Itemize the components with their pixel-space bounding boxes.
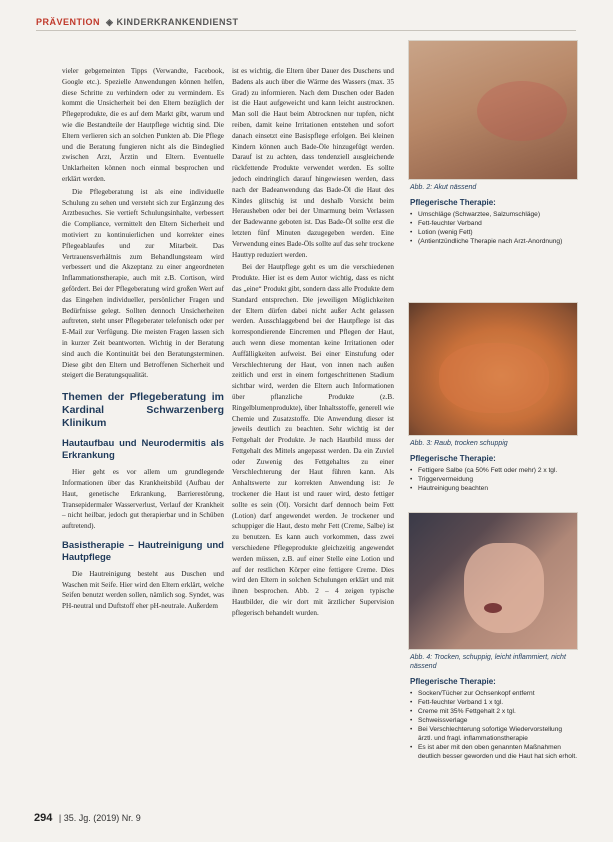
skin-photo-foot: [408, 512, 578, 650]
skin-photo-acute: [408, 40, 578, 180]
therapy-item: • Creme mit 35% Fettgehalt 2 x tgl.: [410, 707, 578, 716]
skin-photo-dry-scaly: [408, 302, 578, 436]
therapy-list: [408, 466, 578, 493]
section-heading: Themen der Pflegeberatung im Kardinal Schwarzenberg Klinikum: [62, 391, 224, 430]
text-column-2: [232, 66, 394, 621]
therapy-title: Pflegerische Therapie:: [410, 198, 496, 207]
figure-caption: Abb. 3: Raub, trocken schuppig: [410, 440, 508, 447]
header-subsection: ◈ KINDERKRANKENDIENST: [103, 17, 239, 27]
subheading-hautaufbau: Hautaufbau und Neurodermitis als Erkrankung: [62, 438, 224, 462]
therapy-item: • Bei Verschlechterung sofortige Wiedervorstellung ärztl. und fragl. inflammationstherapie: [410, 725, 578, 743]
body-paragraph: ist es wichtig, die Eltern über Dauer des Duschens und Badens als auch über die Wärme des Wassers (max. 35 Grad) zu informieren. Nach dem Duschen oder Baden ist die Haut aufgeweicht und kann leicht austrocknen. Man soll die Haut beim Abtrocknen nur tupfen, nicht reiben, damit keine Irritationen entstehen und sofort danach einsetzt eine Basispflege erfolgen. Bei kleinen Kindern können auch Bade-Öle hinzugefügt werden. Darauf ist zu achten, dass tendenziell ausgleichende rückfettende Produkte verwendet werden. Es sollte jedoch eindringlich darauf hingewiesen werden, dass nach der Badeanwendung das Bade-Öl die Haut des Kindes glitschig ist und deshalb Vorsicht beim Herausheben oder bei der Umarmung beim Verlassen der Badewanne geboten ist. Das Bade-Öl sollte erst die letzten fünf Minuten dazugegeben werden. Eine Verwendung eines Bade-Öls sollte auf das sehr trockene Hauttyp reduziert werden.: [232, 67, 394, 259]
running-header: [36, 17, 238, 28]
therapy-item: • Schweissverlage: [410, 716, 578, 725]
page-footer: [34, 812, 141, 824]
therapy-item: • Socken/Tücher zur Ochsenkopf entfernt: [410, 689, 578, 698]
page-number: 294: [34, 812, 53, 824]
header-divider: [36, 30, 576, 31]
therapy-item: • Triggervermeidung: [410, 475, 578, 484]
therapy-list: [408, 689, 578, 761]
therapy-item: • Fett-feuchter Verband 1 x tgl.: [410, 698, 578, 707]
body-paragraph: Die Pflegeberatung ist als eine individuelle Schulung zu sehen und versteht sich zur Ergänzung des Arztbesuches. Sie vertieft Schulungsinhalte, verbessert die Compliance, vermittelt den Eltern Sicherheit und motiviert zu kontinuierlichen und korrekter eines Pflegeablaufes und zur Mitarbeit. Das Vertrauensverhältnis zum Behandlungsteam wird verbessert und die Akzeptanz zu einer angeordneten Inflammationstherapie, auch mit z.B. Cortison, wird gefördert. Bei der Pflegeberatung wird großen Wert auf das Eingehen individueller, persönlicher Fragen und Bedürfnisse gelegt. Sollten dennoch Unsicherheiten auftreten, steht unser Pflegeberater telefonisch oder per E-Mail zur Verfügung. Die meisten Fragen lassen sich in kurzer Zeit beantworten. Wichtig in der Beratung sind auch die Kontinuität bei den Beratungsterminen. Diese gibt den Eltern und Betroffenen Sicherheit und steigert die Beratungsqualität.: [62, 187, 224, 380]
body-paragraph: Bei der Hautpflege geht es um die verschiedenen Produkte. Hier ist es dem Autor wichtig, dass es nicht das „eine“ Produkt gibt, sondern dass alle Produkte dem Standard entsprechen. Die jeweiligen Möglichkeiten der Eltern dürfen dabei nicht außer Acht gelassen werden. Ausschlaggebend bei der Hautpflege ist das korrespondierende Eincremen und Pflegen der Haut, auch wenn diese momentan keine Irritationen oder Auffälligkeiten aufweist. Bei einer Einstufung oder Verschlechterung der Haut, von innen nach außen zeitlich und erst in einem fortgeschrittenen Stadium sichtbar wird, werden die Eltern auch Informationen über pflanzliche Produkte (z.B. Ringelblumenprodukte), über Inhaltsstoffe, generell wie Chemie und Zusatzstoffe. Die Anwendung dieser ist jeweils deutlich zu beachten. Sehr wichtig ist der Fettgehalt der Produkte. Je nach Hautbild muss der Fettgehalt des Mittels angepasst werden. Da ein Zuviel oder Zuwenig des Fettgehaltes zu einer Verschlechterung der Haut führen kann. Als Anhaltswerte zur korrekten Anwendung ist: Je trockener die Haut ist und rauer wird, desto fettiger sollte es sein (Öl). Vorsicht darf dennoch beim Fett (Lotion) darf angewendet werden. Je trockener und schuppiger die Haut, desto mehr Fett (Creme, Salbe) ist zu benutzen. Es kann auch vorkommen, dass zwei verschiedene Pflegeprodukte gleichzeitig angewendet werden müssen, z.B. auf einer Stelle eine Lotion und auf der restlichen Körper eine fettigere Creme. Dies wird den Eltern in solchen Schulungen erklärt und mit ihnen besprochen. Abb. 2 – 4 zeigen typische Hautbilder, die wir dort mit ärztlicher Supervision pflegerisch behandelt wurden.: [232, 263, 394, 617]
figure-block-2: [408, 302, 578, 493]
body-paragraph: vieler gebgemeinten Tipps (Verwandte, Facebook, Google etc.). Spezielle Anwendungen können helfen, diese Schritte zu verhindern oder zu vermindern. Es kommt die Unsicherheit bei den Eltern bezüglich der Pflegeprodukte, die es auf dem Markt gibt, warum und wie die Bestandteile der Hautpflege wichtig sind. Die Eltern verlieren sich an solchen Punkten ab. Die Pflege und die Beratung fungieren nicht als die Bindeglied zwischen Arzt, Ärztin und Eltern. Eventuelle Unklarheiten können noch einmal besprochen und erklärt werden.: [62, 67, 224, 183]
issue-info: | 35. Jg. (2019) Nr. 9: [58, 813, 141, 823]
figure-caption: Abb. 4: Trocken, schuppig, leicht inflammiert, nicht nässend: [410, 654, 566, 670]
body-paragraph: Die Hautreinigung besteht aus Duschen und Waschen mit Seife. Hier wird den Eltern erklärt, welche Seifen benutzt werden sollen, nämlich sog. Syndet, was PH-neutral und Duftstoff eher pH-neutrale. Außerdem: [62, 569, 224, 611]
figure-block-3: [408, 512, 578, 761]
therapy-title: Pflegerische Therapie:: [410, 677, 496, 686]
therapy-item: • Es ist aber mit den oben genannten Maßnahmen deutlich besser geworden und die Haut hat sich erholt.: [410, 743, 578, 761]
figure-caption: Abb. 2: Akut nässend: [410, 184, 477, 191]
therapy-item: • (Antientzündliche Therapie nach Arzt-Anordnung): [410, 237, 578, 246]
header-subsection-text: KINDERKRANKENDIENST: [116, 17, 239, 27]
therapy-item: • Lotion (wenig Fett): [410, 228, 578, 237]
figure-block-1: [408, 40, 578, 246]
subheading-basistherapie: Basistherapie – Hautreinigung und Hautpflege: [62, 539, 224, 563]
therapy-item: • Umschläge (Schwarztee, Salzumschläge): [410, 210, 578, 219]
therapy-item: • Hautreinigung beachten: [410, 484, 578, 493]
therapy-title: Pflegerische Therapie:: [410, 454, 496, 463]
header-section: PRÄVENTION: [36, 17, 101, 27]
therapy-item: • Fettigere Salbe (ca 50% Fett oder mehr) 2 x tgl.: [410, 466, 578, 475]
body-paragraph: Hier geht es vor allem um grundlegende Informationen über das Krankheitsbild (Aufbau der Haut, genetische Erkrankung, Barrierestörung, Transepidermaler Wasserverlust, Verlauf der Krankheit – nicht heilbar, jedoch gut therapierbar und in Schüben auftretend).: [62, 468, 224, 531]
therapy-list: [408, 210, 578, 246]
text-column-1: [62, 66, 224, 614]
therapy-item: • Fett-feuchter Verband: [410, 219, 578, 228]
